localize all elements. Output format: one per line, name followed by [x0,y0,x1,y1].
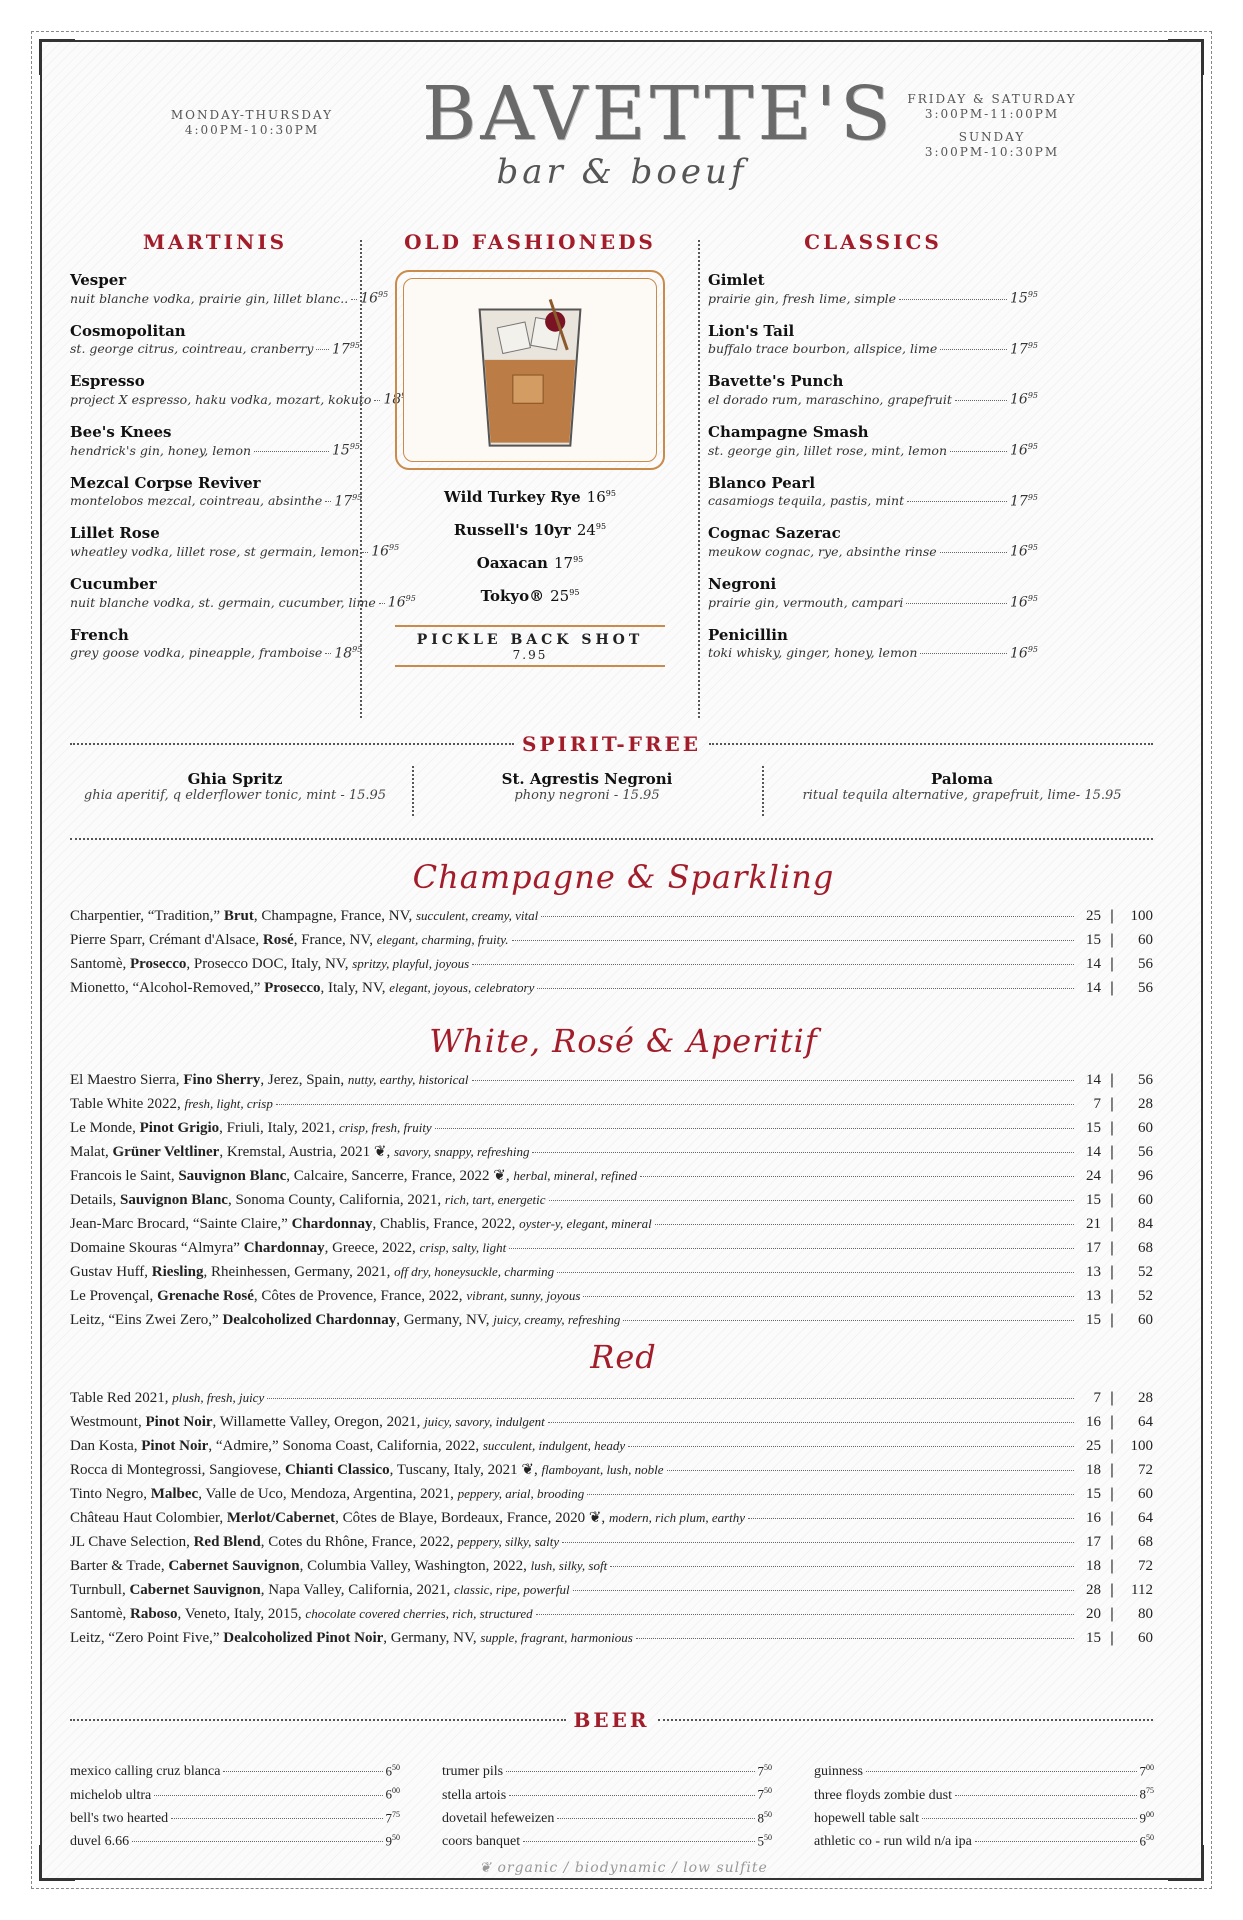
price: $15^{95}$ [331,441,360,459]
price: $7^{50}$ [757,1763,772,1779]
wine-row: JL Chave Selection, Red Blend, Cotes du Rhône, France, 2022, peppery, silky, salty 17 | 68 [70,1530,1153,1554]
wine-desc: Rocca di Montegrossi, Sangiovese, Chianti Classico, Tuscany, Italy, 2021 ❦, flamboyant, lush, noble [70,1462,664,1478]
wine-desc: Malat, Grüner Veltliner, Kremstal, Austria, 2021 ❦, savory, snappy, refreshing [70,1144,530,1160]
wine-row: Charpentier, “Tradition,” Brut, Champagne, France, NV, succulent, creamy, vital 25 | 100 [70,904,1153,928]
champagne-title: Champagne & Sparkling [412,858,835,896]
drink-item [708,270,1038,307]
beer-item [70,1828,400,1851]
cocktail-glass-icon [404,279,656,461]
bottle-price: 68 [1138,1240,1153,1256]
beer-name: coors banquet [442,1834,521,1850]
drink-item [70,523,400,560]
corner-ornament [1168,39,1204,75]
glass-price: 25 [1086,908,1101,924]
bottle-price: 56 [1138,1144,1153,1160]
price: $8^{75}$ [1139,1786,1154,1802]
drink-name: Bavette's Punch [708,372,844,391]
price: $6^{50}$ [1139,1832,1154,1849]
drink-name: Russell's 10yr [453,521,571,539]
glass-price: 15 [1086,1120,1101,1136]
wine-desc: Gustav Huff, Riesling, Rheinhessen, Germany, 2021, off dry, honeysuckle, charming [70,1264,555,1280]
drink-desc: hendrick's gin, honey, lemon [70,442,252,458]
drink-name: Oaxacan [476,554,548,572]
glass-price: 21 [1086,1216,1101,1232]
drink-name: Blanco Pearl [708,473,816,492]
drink-desc: el dorado rum, maraschino, grapefruit [708,391,952,407]
beer-item [442,1781,772,1804]
price: $9^{00}$ [1139,1809,1154,1825]
glass-price: 15 [1086,1630,1101,1646]
old-fashioned-item [380,554,680,572]
wine-row: Table White 2022, fresh, light, crisp 7 | 28 [70,1092,1153,1116]
drink-name: Champagne Smash [708,422,869,441]
bottle-price: 64 [1138,1510,1153,1526]
wine-row: Francois le Saint, Sauvignon Blanc, Calcaire, Sancerre, France, 2022 ❦, herbal, mineral, refined 24 | 96 [70,1164,1153,1188]
wine-row: El Maestro Sierra, Fino Sherry, Jerez, Spain, nutty, earthy, historical 14 | 56 [70,1068,1153,1092]
drink-desc: buffalo trace bourbon, allspice, lime [708,341,938,357]
price: $16^{95}$ [586,488,616,506]
price: $16^{95}$ [1009,441,1038,459]
drink-item [708,371,1038,408]
red-title: Red [590,1338,657,1376]
drink-desc: casamiogs tequila, pastis, mint [708,493,905,509]
drink-item [70,422,360,459]
price: $6^{00}$ [385,1786,400,1802]
wine-desc: Francois le Saint, Sauvignon Blanc, Calcaire, Sancerre, France, 2022 ❦, herbal, mineral, refined [70,1168,638,1184]
bottle-price: 64 [1138,1414,1153,1430]
old-fashioned-illustration [395,270,665,470]
wine-desc: Westmount, Pinot Noir, Willamette Valley, Oregon, 2021, juicy, savory, indulgent [70,1414,545,1430]
glass-price: 14 [1086,1072,1101,1088]
drink-item [70,321,360,358]
drink-desc: st. george citrus, cointreau, cranberry [70,341,314,357]
menu-page [40,40,1203,1880]
red-list [70,1386,1153,1650]
price: $5^{50}$ [757,1832,772,1849]
wine-desc: Pierre Sparr, Crémant d'Alsace, Rosé, France, NV, elegant, charming, fruity. [70,932,509,948]
drink-name: Lillet Rose [70,524,160,543]
wine-row: Santomè, Prosecco, Prosecco DOC, Italy, NV, spritzy, playful, joyous 14 | 56 [70,952,1153,976]
drink-desc: st. george gin, lillet rose, mint, lemon [708,442,947,458]
champagne-list [70,904,1153,1000]
price: $7^{75}$ [385,1809,400,1825]
wine-row: Domaine Skouras “Almyra” Chardonnay, Greece, 2022, crisp, salty, light 17 | 68 [70,1236,1153,1260]
column-divider [698,240,700,718]
drink-name: Wild Turkey Rye [444,488,581,506]
bottle-price: 84 [1138,1216,1153,1232]
bottle-price: 60 [1138,1192,1153,1208]
footer-legend: ❦ organic / biodynamic / low sulfite [479,1860,768,1876]
beer-name: dovetail hefeweizen [442,1810,555,1826]
beer-divider: BEER [70,1708,1153,1732]
column-divider [412,766,414,816]
wine-desc: JL Chave Selection, Red Blend, Cotes du Rhône, France, 2022, peppery, silky, salty [70,1534,560,1550]
glass-price: 20 [1086,1606,1101,1622]
wine-row: Jean-Marc Brocard, “Sainte Claire,” Chardonnay, Chablis, France, 2022, oyster-y, elegant, mineral 21 | 84 [70,1212,1153,1236]
drink-desc: montelobos mezcal, cointreau, absinthe [70,493,323,509]
white-list [70,1068,1153,1332]
drink-item [708,422,1038,459]
wine-desc: Charpentier, “Tradition,” Brut, Champagne, France, NV, succulent, creamy, vital [70,908,539,924]
wine-desc: El Maestro Sierra, Fino Sherry, Jerez, Spain, nutty, earthy, historical [70,1072,469,1088]
wine-row: Le Provençal, Grenache Rosé, Côtes de Provence, France, 2022, vibrant, sunny, joyous 13 | 52 [70,1284,1153,1308]
price: $17^{95}$ [1009,492,1038,510]
wine-desc: Tinto Negro, Malbec, Valle de Uco, Mendoza, Argentina, 2021, peppery, arial, brooding [70,1486,585,1502]
beer-item [70,1805,400,1828]
wine-row: Gustav Huff, Riesling, Rheinhessen, Germany, 2021, off dry, honeysuckle, charming 13 | 52 [70,1260,1153,1284]
glass-price: 14 [1086,1144,1101,1160]
bottle-price: 100 [1130,908,1153,924]
wine-desc: Table White 2022, fresh, light, crisp [70,1096,273,1112]
drink-name: Tokyo® [480,587,545,605]
wine-desc: Dan Kosta, Pinot Noir, “Admire,” Sonoma Coast, California, 2022, succulent, indulgent, heady [70,1438,626,1454]
drink-desc: nuit blanche vodka, prairie gin, lillet blanc.. [70,290,349,306]
glass-price: 24 [1086,1168,1101,1184]
bottle-price: 52 [1138,1288,1153,1304]
drink-name: Cucumber [70,574,157,593]
wine-desc: Mionetto, “Alcohol-Removed,” Prosecco, Italy, NV, elegant, joyous, celebratory [70,980,535,996]
column-divider [360,240,362,718]
drink-name: Espresso [70,372,145,391]
drink-desc: meukow cognac, rye, absinthe rinse [708,543,937,559]
drink-name: Cosmopolitan [70,321,186,340]
beer-item [814,1781,1154,1804]
glass-price: 15 [1086,1486,1101,1502]
wine-desc: Santomè, Raboso, Veneto, Italy, 2015, chocolate covered cherries, rich, structured [70,1606,533,1622]
beer-name: duvel 6.66 [70,1834,130,1850]
glass-price: 18 [1086,1462,1101,1478]
bottle-price: 72 [1138,1558,1153,1574]
hours-weekday: MONDAY-THURSDAY 4:00PM-10:30PM [170,108,334,137]
glass-price: 25 [1086,1438,1101,1454]
drink-name: Mezcal Corpse Reviver [70,473,261,492]
price: $15^{95}$ [1009,290,1038,307]
wine-desc: Table Red 2021, plush, fresh, juicy [70,1390,265,1406]
bottle-price: 60 [1138,1486,1153,1502]
drink-item [70,625,363,662]
bottle-price: 80 [1138,1606,1153,1622]
bottle-price: 60 [1138,1120,1153,1136]
beer-name: michelob ultra [70,1787,152,1803]
drink-item [708,574,1038,611]
beer-item [70,1781,400,1804]
price: $7^{50}$ [757,1786,772,1802]
pickle-back-shot: PICKLE BACK SHOT 7.95 [395,625,665,667]
wine-row: Leitz, “Eins Zwei Zero,” Dealcoholized Chardonnay, Germany, NV, juicy, creamy, refreshing 15 | 60 [70,1308,1153,1332]
price: $9^{50}$ [385,1832,400,1849]
drink-desc: nuit blanche vodka, st. germain, cucumber, lime [70,594,376,610]
glass-price: 15 [1086,1192,1101,1208]
wine-row: Malat, Grüner Veltliner, Kremstal, Austria, 2021 ❦, savory, snappy, refreshing 14 | 56 [70,1140,1153,1164]
bottle-price: 56 [1138,980,1153,996]
beer-name: mexico calling cruz blanca [70,1764,221,1780]
wine-row: Table Red 2021, plush, fresh, juicy 7 | 28 [70,1386,1153,1410]
wine-row: Dan Kosta, Pinot Noir, “Admire,” Sonoma Coast, California, 2022, succulent, indulgent, heady 25 | 100 [70,1434,1153,1458]
drink-item [708,523,1038,560]
drink-item [70,371,402,408]
wine-row: Rocca di Montegrossi, Sangiovese, Chianti Classico, Tuscany, Italy, 2021 ❦, flamboyant, lush, noble 18 | 72 [70,1458,1153,1482]
wine-row: Tinto Negro, Malbec, Valle de Uco, Mendoza, Argentina, 2021, peppery, arial, brooding 15 | 60 [70,1482,1153,1506]
drink-item [70,574,416,611]
section-title: CLASSICS [804,230,942,254]
beer-name: three floyds zombie dust [814,1787,953,1803]
price: $17^{95}$ [553,554,584,572]
bottle-price: 28 [1138,1096,1153,1112]
wine-desc: Le Provençal, Grenache Rosé, Côtes de Provence, France, 2022, vibrant, sunny, joyous [70,1288,581,1304]
beer-name: hopewell table salt [814,1810,919,1826]
brand-name: BAVETTE'S [422,71,895,157]
bottle-price: 96 [1138,1168,1153,1184]
beer-column [814,1758,1154,1851]
wine-row: Le Monde, Pinot Grigio, Friuli, Italy, 2021, crisp, fresh, fruity 15 | 60 [70,1116,1153,1140]
price: $17^{95}$ [331,340,360,358]
drink-item [70,270,389,307]
wine-desc: Barter & Trade, Cabernet Sauvignon, Columbia Valley, Washington, 2022, lush, silky, soft [70,1558,608,1574]
wine-row: Mionetto, “Alcohol-Removed,” Prosecco, Italy, NV, elegant, joyous, celebratory 14 | 56 [70,976,1153,1000]
price: $8^{50}$ [757,1809,772,1825]
price: $16^{95}$ [371,543,400,560]
section-divider [70,838,1153,840]
glass-price: 14 [1086,956,1101,972]
drink-desc: project X espresso, haku vodka, mozart, kokuto [70,391,372,407]
drink-desc: prairie gin, fresh lime, simple [708,290,897,306]
wine-desc: Château Haut Colombier, Merlot/Cabernet, Côtes de Blaye, Bordeaux, France, 2020 ❦, modern, rich plum, earthy [70,1510,746,1526]
bottle-price: 72 [1138,1462,1153,1478]
price: 18 [383,391,402,408]
wine-row: Details, Sauvignon Blanc, Sonoma County, California, 2021, rich, tart, energetic 15 | 60 [70,1188,1153,1212]
martinis-section [70,230,416,675]
drink-name: Lion's Tail [708,321,795,340]
spirit-free-item: Ghia Spritz ghia aperitif, q elderflower tonic, mint - 15.95 [83,770,387,803]
beer-column [70,1758,400,1851]
drink-name: Penicillin [708,625,788,644]
drink-desc: toki whisky, ginger, honey, lemon [708,645,918,661]
bottle-price: 60 [1138,1630,1153,1646]
beer-item [442,1805,772,1828]
glass-price: 13 [1086,1288,1101,1304]
glass-price: 15 [1086,932,1101,948]
glass-price: 16 [1086,1510,1101,1526]
old-fashioned-item [380,488,680,506]
beer-name: guinness [814,1764,863,1780]
wine-row: Santomè, Raboso, Veneto, Italy, 2015, chocolate covered cherries, rich, structured 20 | 80 [70,1602,1153,1626]
brand-tagline: bar & boeuf [496,152,748,192]
wine-desc: Jean-Marc Brocard, “Sainte Claire,” Chardonnay, Chablis, France, 2022, oyster-y, elegant, mineral [70,1216,652,1232]
price: $7^{00}$ [1139,1763,1154,1779]
wine-row: Château Haut Colombier, Merlot/Cabernet, Côtes de Blaye, Bordeaux, France, 2020 ❦, modern, rich plum, earthy 16 | 64 [70,1506,1153,1530]
old-fashioned-item [380,521,680,539]
section-title: MARTINIS [142,230,288,254]
price: $16^{95}$ [360,290,389,307]
bottle-price: 112 [1131,1582,1153,1598]
wine-row: Leitz, “Zero Point Five,” Dealcoholized Pinot Noir, Germany, NV, supple, fragrant, harmonious 15 | 60 [70,1626,1153,1650]
classics-section [708,230,1038,675]
price: $16^{95}$ [387,593,416,611]
glass-price: 28 [1086,1582,1101,1598]
drink-item [70,473,363,510]
beer-item [70,1758,400,1781]
wine-desc: Domaine Skouras “Almyra” Chardonnay, Greece, 2022, crisp, salty, light [70,1240,507,1256]
price: $17^{95}$ [1009,340,1038,358]
bottle-price: 100 [1130,1438,1153,1454]
drink-name: Bee's Knees [70,422,172,441]
glass-price: 7 [1093,1096,1101,1112]
spirit-free-item: Paloma ritual tequila alternative, grapefruit, lime- 15.95 [802,770,1122,803]
bottle-price: 60 [1138,932,1153,948]
glass-price: 15 [1086,1312,1101,1328]
section-title: OLD FASHIONEDS [404,230,656,254]
column-divider [762,766,764,816]
drink-desc: grey goose vodka, pineapple, framboise [70,645,323,661]
beer-name: trumer pils [442,1764,504,1780]
beer-item [442,1758,772,1781]
price: $18^{95}$ [334,644,363,662]
glass-price: 17 [1086,1240,1101,1256]
price: $16^{95}$ [1009,391,1038,408]
drink-name: French [70,625,129,644]
hours-weekend: FRIDAY & SATURDAY 3:00PM-11:00PM SUNDAY 3:00PM-10:30PM [907,92,1077,159]
beer-column [442,1758,772,1851]
bottle-price: 52 [1138,1264,1153,1280]
drink-desc: prairie gin, vermouth, campari [708,594,904,610]
wine-desc: Santomè, Prosecco, Prosecco DOC, Italy, NV, spritzy, playful, joyous [70,956,470,972]
beer-name: athletic co - run wild n/a ipa [814,1834,972,1850]
drink-item [708,473,1038,510]
wine-row: Turnbull, Cabernet Sauvignon, Napa Valley, California, 2021, classic, ripe, powerful 28 | 112 [70,1578,1153,1602]
brand-logo [422,71,895,192]
bottle-price: 56 [1138,956,1153,972]
old-fashioneds-section [380,230,680,667]
drink-name: Cognac Sazerac [708,524,841,543]
spirit-free-item: St. Agrestis Negroni phony negroni - 15.95 [501,770,673,803]
price: $16^{95}$ [1009,543,1038,560]
beer-name: stella artois [442,1787,507,1803]
price: $24^{95}$ [576,521,607,539]
glass-price: 17 [1086,1534,1101,1550]
drink-item [708,625,1038,662]
beer-name: bell's two hearted [70,1810,169,1826]
wine-desc: Details, Sauvignon Blanc, Sonoma County, California, 2021, rich, tart, energetic [70,1192,546,1208]
price: $16^{95}$ [1009,593,1038,611]
price: $17^{95}$ [334,492,363,510]
beer-item [814,1805,1154,1828]
glass-price: 16 [1086,1414,1101,1430]
wine-desc: Le Monde, Pinot Grigio, Friuli, Italy, 2021, crisp, fresh, fruity [70,1120,432,1136]
drink-desc: wheatley vodka, lillet rose, st germain, lemon [70,543,360,559]
glass-price: 13 [1086,1264,1101,1280]
glass-price: 18 [1086,1558,1101,1574]
spirit-free-divider: SPIRIT-FREE [70,732,1153,756]
wine-row: Pierre Sparr, Crémant d'Alsace, Rosé, France, NV, elegant, charming, fruity. 15 | 60 [70,928,1153,952]
price: $6^{50}$ [385,1763,400,1779]
drink-name: Negroni [708,574,777,593]
drink-item [708,321,1038,358]
wine-row: Barter & Trade, Cabernet Sauvignon, Columbia Valley, Washington, 2022, lush, silky, soft 18 | 72 [70,1554,1153,1578]
bottle-price: 60 [1138,1312,1153,1328]
drink-name: Gimlet [708,271,765,289]
bottle-price: 28 [1138,1390,1153,1406]
glass-price: 7 [1093,1390,1101,1406]
corner-ornament [39,39,75,75]
white-title: White, Rosé & Aperitif [429,1022,818,1060]
wine-desc: Leitz, “Zero Point Five,” Dealcoholized Pinot Noir, Germany, NV, supple, fragrant, harmonious [70,1630,633,1646]
beer-item [442,1828,772,1851]
old-fashioned-item [380,587,680,605]
glass-price: 14 [1086,980,1101,996]
price: $25^{95}$ [550,587,580,605]
bottle-price: 56 [1138,1072,1153,1088]
beer-item [814,1758,1154,1781]
price: $16^{95}$ [1009,644,1038,662]
wine-desc: Leitz, “Eins Zwei Zero,” Dealcoholized Chardonnay, Germany, NV, juicy, creamy, refreshing [70,1312,621,1328]
wine-desc: Turnbull, Cabernet Sauvignon, Napa Valley, California, 2021, classic, ripe, powerful [70,1582,570,1598]
bottle-price: 68 [1138,1534,1153,1550]
drink-name: Vesper [70,271,127,289]
beer-item [814,1828,1154,1851]
wine-row: Westmount, Pinot Noir, Willamette Valley, Oregon, 2021, juicy, savory, indulgent 16 | 64 [70,1410,1153,1434]
